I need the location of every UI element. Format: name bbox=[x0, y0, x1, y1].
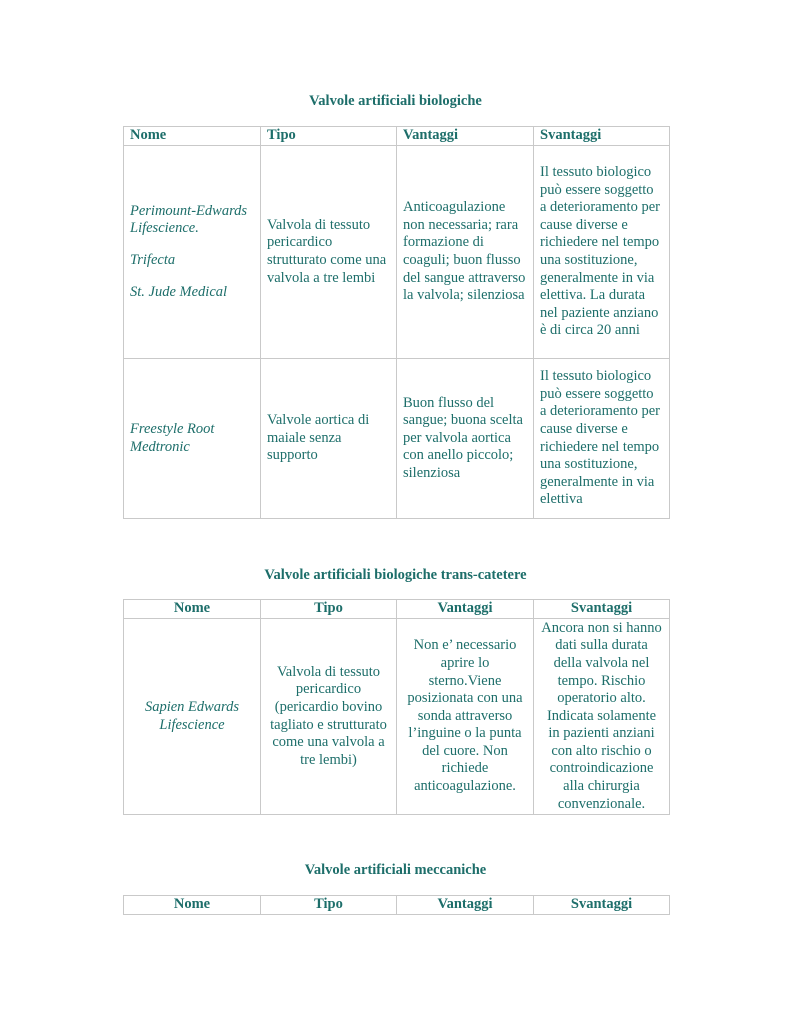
table-trans-catetere bbox=[123, 599, 670, 815]
header-vantaggi: Vantaggi bbox=[397, 127, 534, 146]
valve-name: Sapien Edwards Lifescience bbox=[144, 698, 240, 733]
table-header-row bbox=[124, 600, 670, 619]
cell-vantaggi: Non e’ necessario aprire lo sterno.Viene posizionata con una sonda attraverso l’inguine o la punta del cuore. Non richiede anticoagulazione. bbox=[397, 619, 534, 815]
cell-tipo: Valvola di tessuto pericardico strutturato come una valvola a tre lembi bbox=[261, 146, 397, 359]
header-nome: Nome bbox=[124, 127, 261, 146]
header-vantaggi: Vantaggi bbox=[397, 896, 534, 915]
cell-vantaggi: Buon flusso del sangue; buona scelta per valvola aortica con anello piccolo; silenziosa bbox=[397, 359, 534, 519]
header-tipo: Tipo bbox=[261, 600, 397, 619]
cell-nome bbox=[124, 619, 261, 815]
header-svantaggi: Svantaggi bbox=[534, 600, 670, 619]
header-tipo: Tipo bbox=[261, 896, 397, 915]
valve-name: Perimount-Edwards Lifescience. bbox=[130, 202, 248, 237]
table-row bbox=[124, 146, 670, 359]
cell-svantaggi: Il tessuto biologico può essere soggetto a deterioramento per cause diverse e richiedere nel tempo una sostituzione, generalmente in via elettiva bbox=[534, 359, 670, 519]
valve-name: Trifecta bbox=[130, 252, 176, 268]
table-row bbox=[124, 359, 670, 519]
section-title-biologiche: Valvole artificiali biologiche bbox=[309, 93, 482, 109]
cell-vantaggi: Anticoagulazione non necessaria; rara formazione di coaguli; buon flusso del sangue attraverso la valvola; silenziosa bbox=[397, 146, 534, 359]
table-row bbox=[124, 619, 670, 815]
table-meccaniche bbox=[123, 895, 670, 915]
cell-tipo: Valvole aortica di maiale senza supporto bbox=[261, 359, 397, 519]
table-header-row bbox=[124, 127, 670, 146]
section-title-trans-catetere: Valvole artificiali biologiche trans-catetere bbox=[264, 567, 527, 583]
valve-name: Freestyle Root Medtronic bbox=[130, 420, 215, 455]
valve-name: St. Jude Medical bbox=[130, 283, 228, 300]
header-tipo: Tipo bbox=[261, 127, 397, 146]
cell-tipo: Valvola di tessuto pericardico (pericardio bovino tagliato e strutturato come una valvola a tre lembi) bbox=[261, 619, 397, 815]
header-svantaggi: Svantaggi bbox=[534, 127, 670, 146]
table-header-row bbox=[124, 896, 670, 915]
cell-nome bbox=[124, 146, 261, 359]
table-biologiche bbox=[123, 126, 670, 519]
cell-nome bbox=[124, 359, 261, 519]
cell-svantaggi: Il tessuto biologico può essere soggetto a deterioramento per cause diverse e richiedere nel tempo una sostituzione, generalmente in via elettiva. La durata nel paziente anziano è di circa 20 anni bbox=[534, 146, 670, 359]
header-nome: Nome bbox=[124, 896, 261, 915]
section-title-meccaniche: Valvole artificiali meccaniche bbox=[304, 862, 487, 878]
header-vantaggi: Vantaggi bbox=[397, 600, 534, 619]
cell-svantaggi: Ancora non si hanno dati sulla durata della valvola nel tempo. Rischio operatorio alto. Indicata solamente in pazienti anziani con alto rischio o controindicazione alla chirurgia convenzionale. bbox=[534, 619, 670, 815]
header-svantaggi: Svantaggi bbox=[534, 896, 670, 915]
header-nome: Nome bbox=[124, 600, 261, 619]
